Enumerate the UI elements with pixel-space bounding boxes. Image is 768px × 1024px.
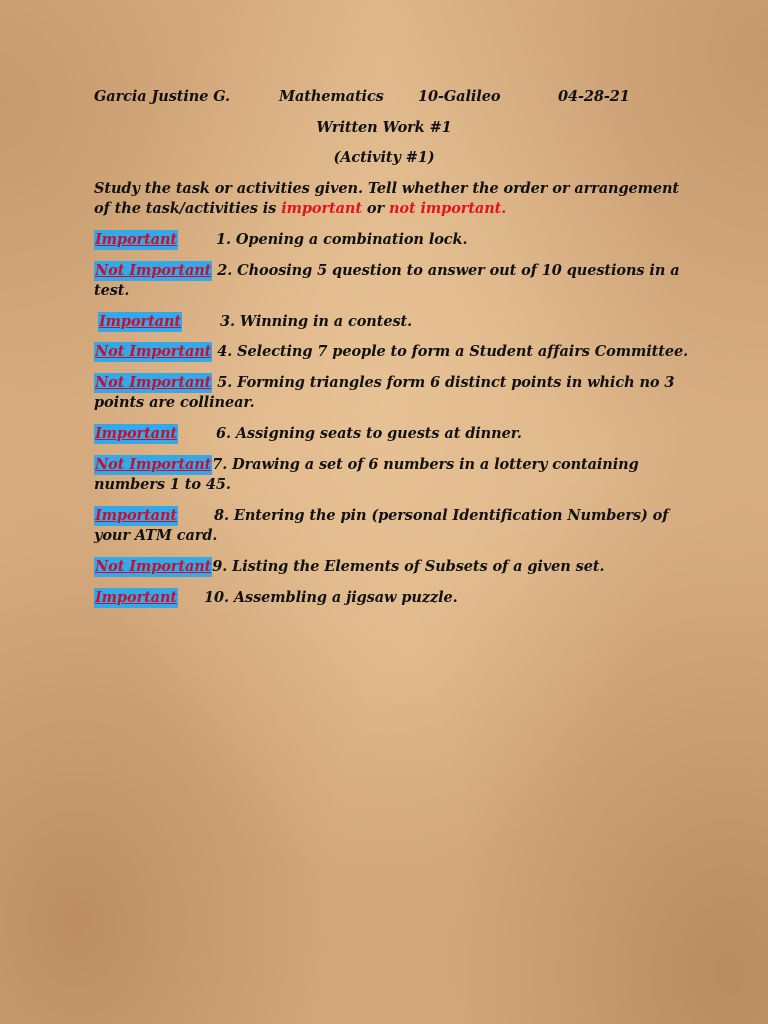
answer-label: Not Important — [95, 558, 212, 575]
list-item — [94, 424, 522, 444]
list-item — [94, 588, 458, 608]
answer-label: Important — [95, 425, 178, 442]
item-text: 9. Listing the Elements of Subsets of a given set. — [212, 558, 605, 575]
answer-label: Not Important — [95, 374, 212, 391]
answer-label: Important — [99, 313, 182, 330]
item-text-continued: numbers 1 to 45. — [94, 476, 231, 493]
answer-label: Not Important — [95, 343, 212, 360]
item-text: 2. Choosing 5 question to answer out of 10 questions in a — [217, 262, 680, 279]
item-text: 10. Assembling a jigsaw puzzle. — [204, 589, 458, 606]
section: 10-Galileo — [418, 88, 501, 105]
item-text: 1. Opening a combination lock. — [216, 231, 468, 248]
item-text: 6. Assigning seats to guests at dinner. — [216, 425, 522, 442]
answer-label: Not Important — [95, 262, 212, 279]
item-text: 3. Winning in a contest. — [220, 313, 413, 330]
list-item — [94, 506, 668, 526]
list-item — [94, 342, 688, 362]
item-text: 7. Drawing a set of 6 numbers in a lottery containing — [212, 456, 639, 473]
document-title: Written Work #1 — [316, 119, 452, 136]
list-item — [94, 557, 604, 577]
instructions-line-1: Study the task or activities given. Tell whether the order or arrangement — [94, 180, 680, 197]
item-text-continued: test. — [94, 282, 130, 299]
answer-label: Important — [95, 507, 178, 524]
item-text: 5. Forming triangles form 6 distinct points in which no 3 — [217, 374, 675, 391]
list-item — [94, 261, 680, 281]
instructions-or: or — [361, 200, 389, 217]
answer-label: Important — [95, 231, 178, 248]
student-name: Garcia Justine G. — [94, 88, 231, 105]
item-text-continued: points are collinear. — [94, 394, 255, 411]
subject: Mathematics — [279, 88, 384, 105]
date: 04-28-21 — [558, 88, 630, 105]
answer-label: Important — [95, 589, 178, 606]
list-item — [94, 455, 639, 475]
list-item — [94, 230, 467, 250]
instructions-text: of the task/activities is — [94, 200, 282, 217]
answer-label: Not Important — [95, 456, 212, 473]
instructions-line-2 — [94, 199, 506, 219]
document-subtitle: (Activity #1) — [333, 149, 435, 166]
keyword-important: important — [281, 200, 362, 217]
item-text: 4. Selecting 7 people to form a Student affairs Committee. — [217, 343, 689, 360]
keyword-not-important: not important. — [388, 200, 507, 217]
item-text-continued: your ATM card. — [94, 527, 218, 544]
list-item — [94, 373, 674, 393]
item-text: 8. Entering the pin (personal Identification Numbers) of — [214, 507, 669, 524]
list-item — [94, 312, 412, 332]
